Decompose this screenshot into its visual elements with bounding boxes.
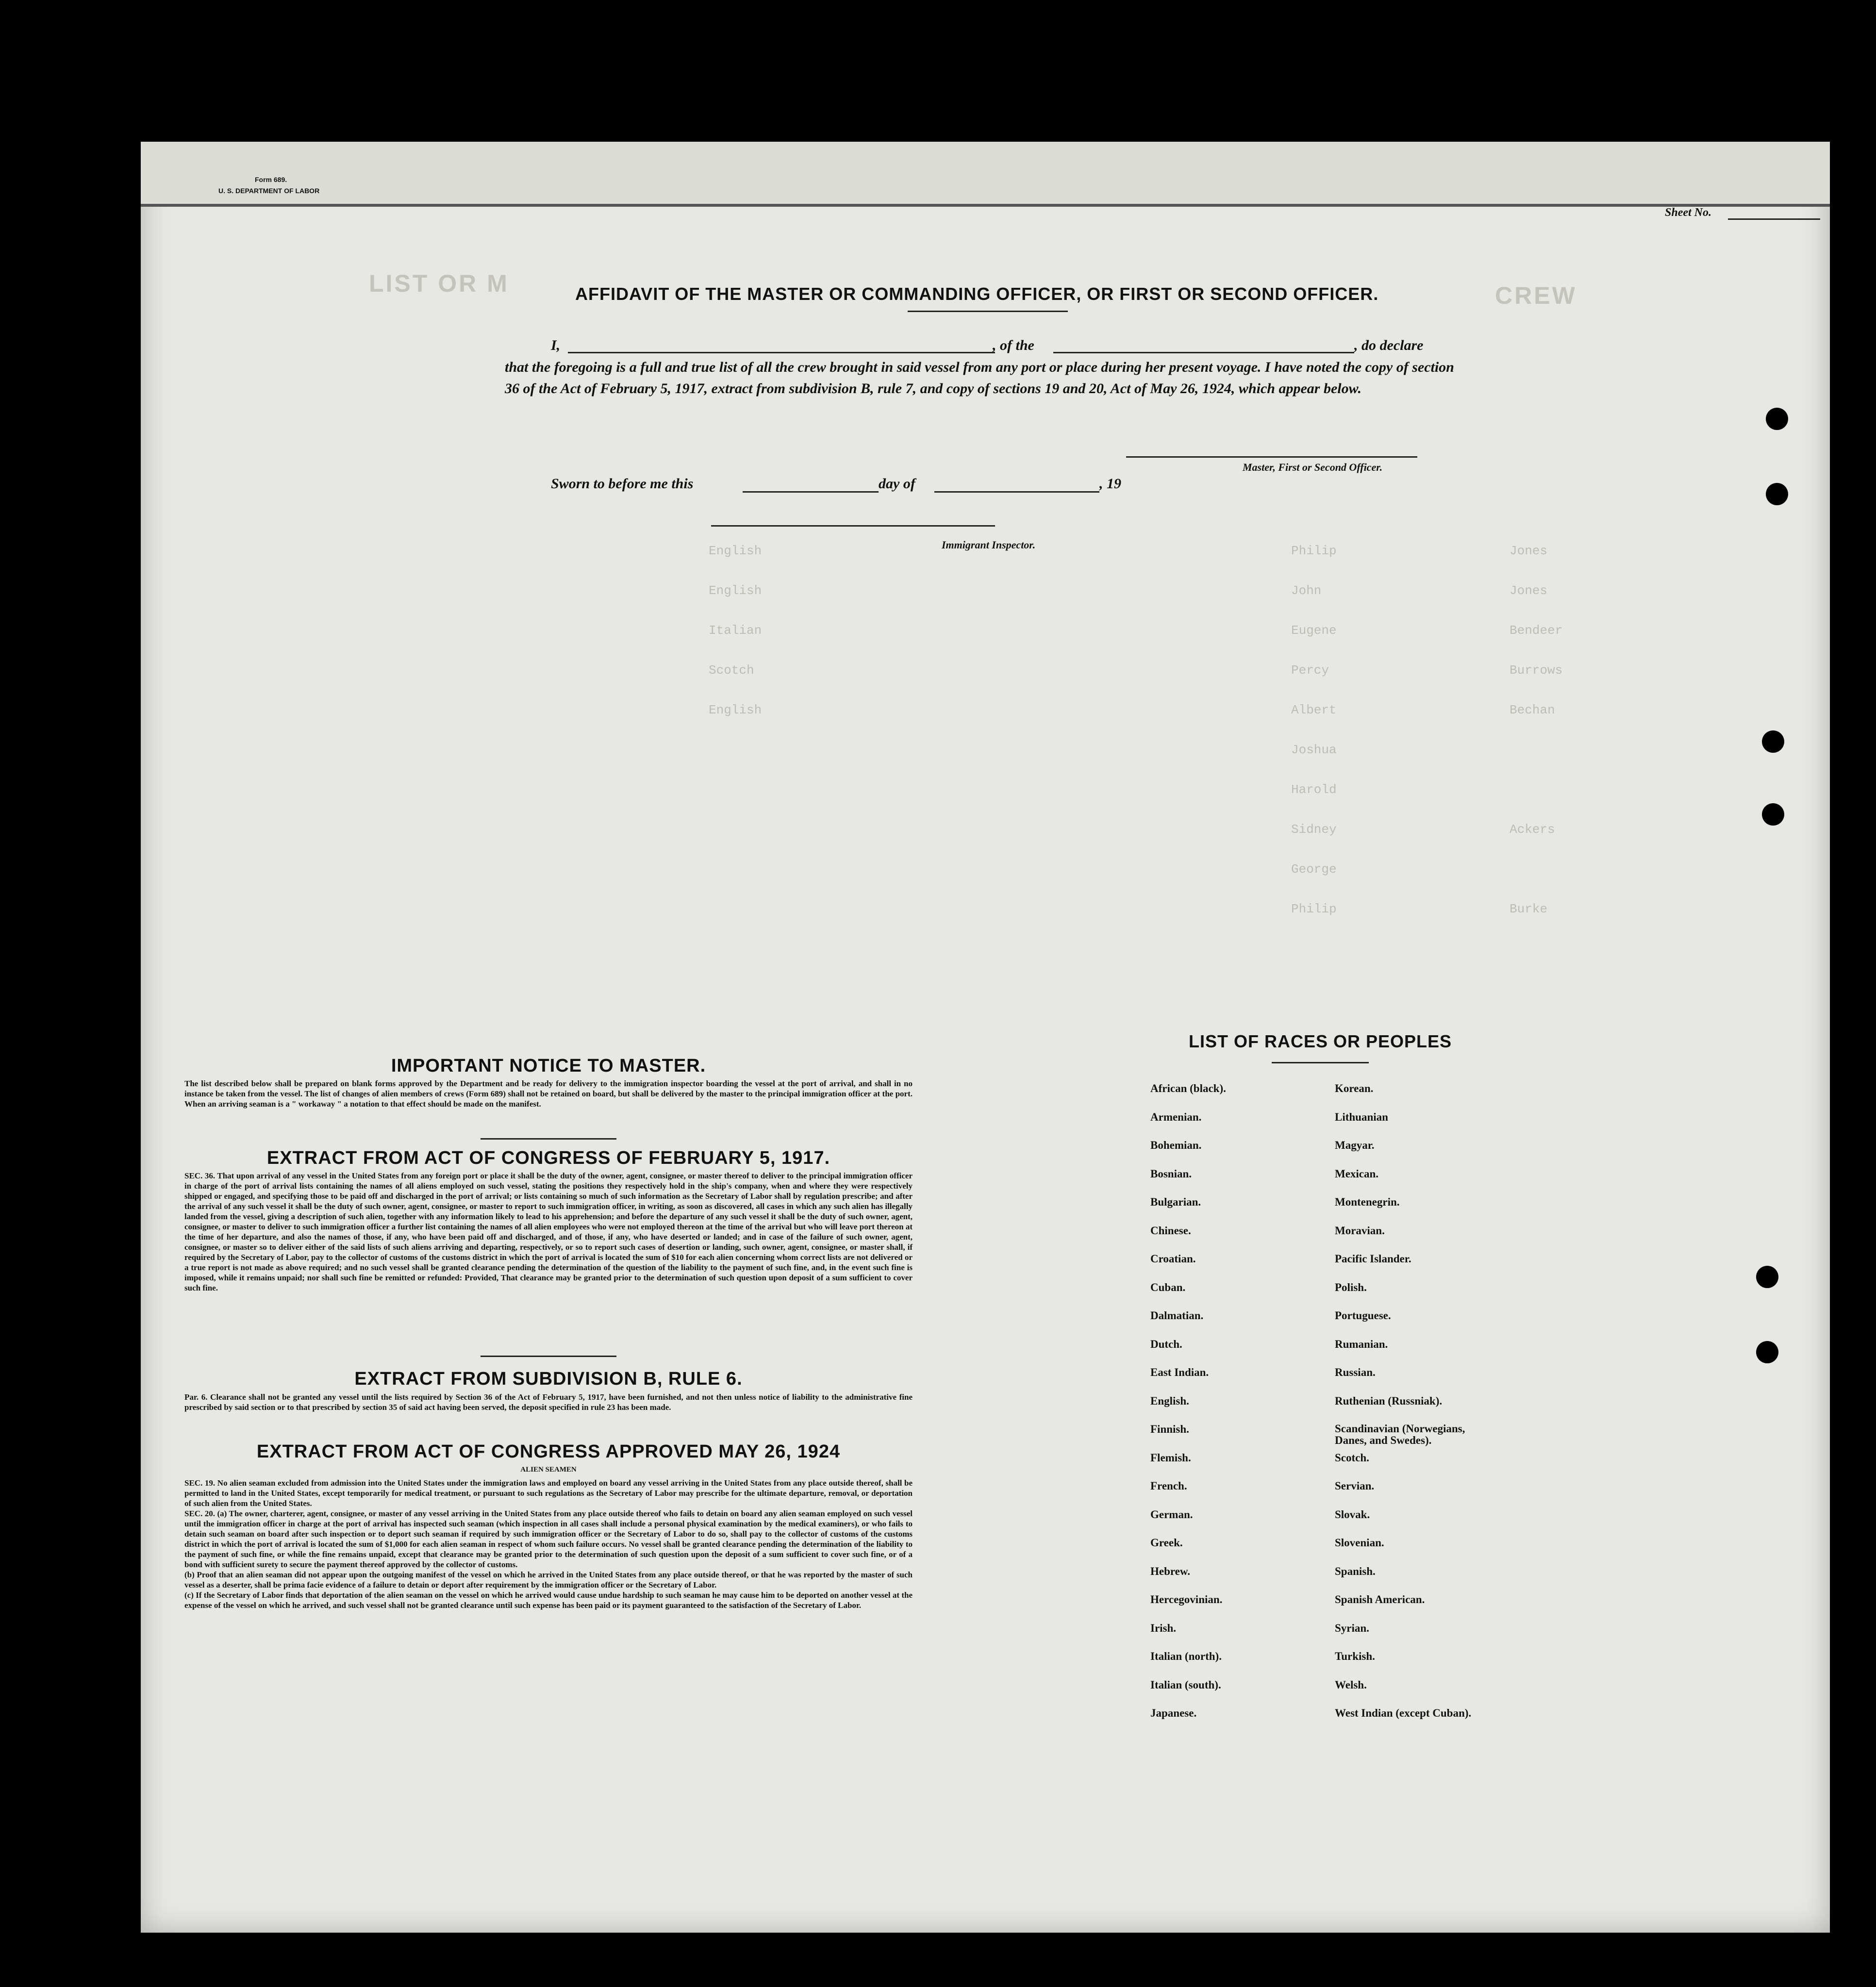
extract-1924-title: EXTRACT FROM ACT OF CONGRESS APPROVED MAY 26, 1924 <box>256 1441 841 1462</box>
bleed-through-crew-list: Philip John Eugene Percy Albert Joshua Harold Sidney George Philip Jones Jones Bendeer Burrows Bechan Ackers Burke English English Italian Scotch English <box>709 544 1563 916</box>
department-name: U. S. DEPARTMENT OF LABOR <box>218 187 320 195</box>
do-declare-label: , do declare <box>1354 337 1424 353</box>
extract-1924-subtitle: ALIEN SEAMEN <box>520 1466 577 1474</box>
race-item: East Indian. <box>1150 1366 1209 1378</box>
bleed-through-heading: LIST OR M <box>369 270 509 297</box>
race-item: Polish. <box>1335 1281 1367 1293</box>
race-item: Moravian. <box>1335 1224 1385 1237</box>
races-underline <box>1272 1062 1369 1063</box>
race-item: French. <box>1150 1480 1187 1492</box>
section-20b: (b) Proof that an alien seaman did not appear upon the outgoing manifest of the vessel on which he arrived in the United States from any place outside thereof, or that he was reported by the master of such vessel as a deserter, shall be prima facie evidence of a failure to detain or deport after requirement by the immigration officer or the Secretary of Labor. <box>184 1570 913 1590</box>
extract-1924-sections <box>184 1478 913 1610</box>
race-item: Slovak. <box>1335 1508 1370 1521</box>
race-item: Dutch. <box>1150 1338 1182 1350</box>
race-item: Greek. <box>1150 1537 1183 1549</box>
race-item: Irish. <box>1150 1622 1177 1634</box>
race-item: Bulgarian. <box>1150 1196 1201 1208</box>
race-item: Russian. <box>1335 1366 1376 1378</box>
inspector-line <box>711 525 995 527</box>
notice-body: The list described below shall be prepared on blank forms approved by the Department and be ready for delivery to the immigration inspector boarding the vessel at the port of arrival, and shall in no instance be taken from the vessel. The list of changes of alien members of crews (Form 689) shall not be retained on board, but shall be delivered by the master to the principal immigration officer at the port. When an arriving seaman is a " workaway " a notation to that effect should be made on the manifest. <box>184 1079 913 1109</box>
race-item: Portuguese. <box>1335 1309 1391 1322</box>
race-item: Welsh. <box>1335 1678 1367 1691</box>
race-item: Scotch. <box>1335 1451 1369 1464</box>
race-item: Syrian. <box>1335 1622 1369 1634</box>
punch-hole <box>1756 1266 1778 1288</box>
month-field-line <box>934 491 1099 493</box>
punch-hole <box>1766 483 1788 505</box>
extract-1917-title: EXTRACT FROM ACT OF CONGRESS OF FEBRUARY 5, 1917. <box>266 1148 830 1168</box>
punch-hole <box>1762 730 1784 753</box>
race-item: Lithuanian <box>1335 1110 1388 1123</box>
race-item: Turkish. <box>1335 1650 1375 1662</box>
day-field-line <box>743 491 879 493</box>
race-item: Dalmatian. <box>1150 1309 1204 1322</box>
notice-title: IMPORTANT NOTICE TO MASTER. <box>391 1056 706 1076</box>
race-item: Flemish. <box>1150 1451 1191 1464</box>
name-field-line <box>568 352 995 353</box>
race-item: Magyar. <box>1335 1139 1375 1151</box>
race-item: Hebrew. <box>1150 1565 1190 1577</box>
inspector-label: Immigrant Inspector. <box>942 539 1036 551</box>
divider-1 <box>481 1138 616 1140</box>
race-item: Japanese. <box>1150 1707 1197 1719</box>
sheet-number-label: Sheet No. <box>1665 206 1711 219</box>
affidavit-body: that the foregoing is a full and true list of all the crew brought in said vessel from any port or place during her present voyage. I have noted the copy of section 36 of the Act of February 5, 1917, extract from subdivision B, rule 7, and copy of sections 19 and 20, Act of May 26, 1924, which appear below. <box>505 359 1454 397</box>
race-item: Armenian. <box>1150 1110 1202 1123</box>
race-item: Scandinavian (Norwegians, Danes, and Swedes). <box>1335 1423 1465 1446</box>
divider-2 <box>481 1356 616 1357</box>
race-item: Ruthenian (Russniak). <box>1335 1394 1443 1407</box>
sheet-number-line <box>1728 218 1820 220</box>
race-item: Mexican. <box>1335 1167 1379 1180</box>
race-item: Cuban. <box>1150 1281 1186 1293</box>
vessel-field-line <box>1053 352 1354 353</box>
day-of-label: day of <box>879 476 915 492</box>
punch-hole <box>1766 408 1788 430</box>
signature-line <box>1126 456 1417 458</box>
race-item: Chinese. <box>1150 1224 1191 1237</box>
race-item: African (black). <box>1150 1082 1226 1094</box>
race-item: Rumanian. <box>1335 1338 1388 1350</box>
race-item: Croatian. <box>1150 1253 1196 1265</box>
race-item: Montenegrin. <box>1335 1196 1400 1208</box>
race-item: Italian (north). <box>1150 1650 1222 1662</box>
section-20c: (c) If the Secretary of Labor finds that deportation of the alien seaman on the vessel on which he arrived would cause undue hardship to such seaman he may cause him to be deported on another vessel at the expense of the vessel on which he arrived, and such vessel shall not be granted clearance until such expense has been paid or its payment guaranteed to the satisfaction of the Secretary of Labor. <box>184 1590 913 1610</box>
race-item: Spanish. <box>1335 1565 1376 1577</box>
race-item: Italian (south). <box>1150 1678 1221 1691</box>
race-item: Korean. <box>1335 1082 1374 1094</box>
extract-rule6-body: Par. 6. Clearance shall not be granted any vessel until the lists required by Section 36 of the Act of February 5, 1917, have been furnished, and not then unless notice of liability to the administrative fine prescribed by said section or to that prescribed by section 35 of said act having been served, the deposit specified in rule 23 has been made. <box>184 1392 913 1412</box>
year-label: , 19 <box>1099 476 1121 492</box>
title-underline <box>908 311 1068 312</box>
race-item: Pacific Islander. <box>1335 1253 1411 1265</box>
signature-label: Master, First or Second Officer. <box>1243 461 1383 473</box>
punch-hole <box>1762 803 1784 826</box>
i-label: I, <box>551 337 561 353</box>
race-item: Bosnian. <box>1150 1167 1192 1180</box>
race-item: Spanish American. <box>1335 1593 1425 1606</box>
extract-1917-body: SEC. 36. That upon arrival of any vessel in the United States from any foreign port or place it shall be the duty of the owner, agent, consignee, or master thereof to deliver to the principal immigration officer in charge of the port of arrival lists containing the names of all aliens employed on such vessel, stating the positions they respectively hold in the ship's company, when and where they were respectively shipped or engaged, and specifying those to be paid off and discharged in the port of arrival; or lists containing so much of such information as the Secretary of Labor shall by regulation prescribe; and after the arrival of any such vessel it shall be the duty of such owner, agent, consignee, or master to report to such immigration officer, in writing, as soon as discovered, all cases in which any such alien has illegally landed from the vessel, giving a description of such alien, together with any information likely to lead to his apprehension; and before the departure of any such vessel it shall be the duty of such owner, agent, consignee, or master to deliver to such immigration officer a further list containing the names of all alien employees who were not employed thereon at the time of the arrival but who will leave port thereon at the time of her departure, and also the names of those, if any, who have been paid off and discharged, and of those, if any, who have deserted or landed; and in case of the failure of such owner, agent, consignee, or master so to deliver either of the said lists of such aliens arriving and departing, respectively, or so to report such cases of desertion or landing, such owner, agent, consignee, or master shall, if required by the Secretary of Labor, pay to the collector of customs of the customs district in which the port of arrival is located the sum of $10 for each alien concerning whom correct lists are not delivered or a true report is not made as above required; and no such vessel shall be granted clearance pending the determination of the question of the liability to the payment of such fine, and, in the event such fine is imposed, while it remains unpaid; nor shall such fine be remitted or refunded: Provided, That clearance may be granted prior to the determination of such question upon deposit of a sum sufficient to cover such fine. <box>184 1171 913 1292</box>
bleed-through-heading-right: CREW <box>1495 282 1577 309</box>
race-item: German. <box>1150 1508 1193 1521</box>
of-the-label: , of the <box>993 337 1034 353</box>
sworn-label: Sworn to before me this <box>551 476 694 492</box>
race-item: Servian. <box>1335 1480 1375 1492</box>
form-number: Form 689. <box>255 176 287 183</box>
race-item: English. <box>1150 1394 1189 1407</box>
section-20a: SEC. 20. (a) The owner, charterer, agent, consignee, or master of any vessel arriving in the United States from any place outside thereof who fails to detain on board any alien seaman employed on such vessel until the immigration officer in charge at the port of arrival has inspected such seaman (which inspection in all cases shall include a personal physical examination by the medical examiners), or who fails to detain such seaman on board after such inspection or to deport such seaman if required by such immigration officer or the Secretary of Labor to do so, shall pay to the collector of customs of the customs district in which the port of arrival is located the sum of $1,000 for each alien seaman in respect of whom such failure occurs. No vessel shall be granted clearance pending the determination of the liability to the payment of such fine, or while the fine remains unpaid, except that clearance may be granted prior to the determination of such question upon the deposit of a sum sufficient to cover such fine, or of a bond with sufficient surety to secure the payment thereof approved by the collector of customs. <box>184 1509 913 1569</box>
affidavit-title: AFFIDAVIT OF THE MASTER OR COMMANDING OFFICER, OR FIRST OR SECOND OFFICER. <box>575 284 1379 304</box>
extract-rule6-title: EXTRACT FROM SUBDIVISION B, RULE 6. <box>354 1369 743 1389</box>
race-item: Finnish. <box>1150 1423 1189 1435</box>
race-item: Slovenian. <box>1335 1537 1384 1549</box>
race-item: Bohemian. <box>1150 1139 1202 1151</box>
section-19: SEC. 19. No alien seaman excluded from admission into the United States under the immigration laws and employed on board any vessel arriving in the United States from any place outside thereof, shall be permitted to land in the United States, except temporarily for medical treatment, or pursuant to such regulations as the Secretary of Labor may prescribe for the ultimate departure, removal, or deportation of such alien from the United States. <box>184 1478 913 1508</box>
punch-hole <box>1756 1341 1778 1363</box>
race-item: Hercegovinian. <box>1150 1593 1223 1606</box>
form-header-strip <box>141 142 1830 207</box>
race-item: West Indian (except Cuban). <box>1335 1707 1472 1719</box>
races-title: LIST OF RACES OR PEOPLES <box>1188 1031 1452 1051</box>
